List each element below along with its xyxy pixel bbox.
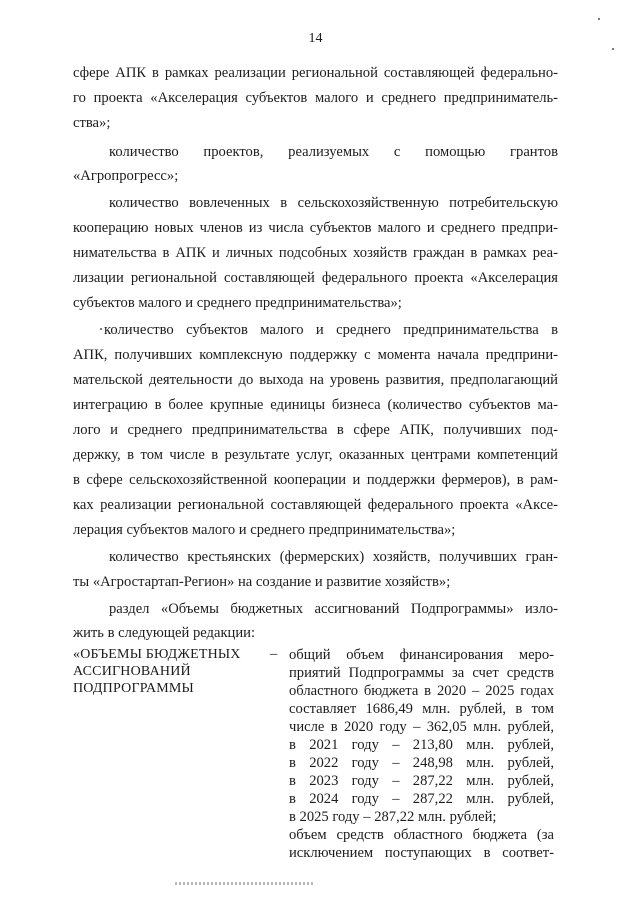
paragraph-line: интеграцию в более крупные единицы бизнеса (количество субъектов ма- — [73, 397, 558, 413]
paragraph-line: в сфере сельскохозяйственной кооперации и поддержки фермеров), в рам- — [73, 472, 558, 488]
paragraph-line: количество вовлеченных в сельскохозяйственную потребительскую — [109, 195, 558, 211]
paragraph-line: «Агропрогресс»; — [73, 168, 179, 184]
paragraph-line: держку, в том числе в результате услуг, оказанных центрами компетенций — [73, 447, 558, 463]
table-left-line: «ОБЪЕМЫ БЮДЖЕТНЫХ — [73, 647, 241, 662]
paragraph-line: жить в следующей редакции: — [73, 625, 256, 641]
paragraph-line: количество проектов, реализуемых с помощью грантов — [109, 144, 558, 160]
paragraph-line: АПК, получивших комплексную поддержку с момента начала предприни- — [73, 347, 558, 363]
paragraph-line: лизации региональной составляющей федерального проекта «Акселерация — [73, 270, 558, 286]
paragraph-line: лого и среднего предпринимательства в сфере АПК, получивших под- — [73, 422, 558, 438]
paragraph-line: нимательства в АПК и личных подсобных хозяйств граждан в рамках реа- — [73, 245, 558, 261]
page-number: 14 — [308, 31, 323, 46]
table-right-line: числе в 2020 году – 362,05 млн. рублей, — [289, 719, 554, 735]
paragraph-line: сфере АПК в рамках реализации региональной составляющей федерально- — [73, 65, 558, 81]
table-right-line: приятий Подпрограммы за счет средств — [289, 665, 554, 681]
table-right-line: в 2023 году – 287,22 млн. рублей, — [289, 773, 554, 789]
table-right-line: в 2022 году – 248,98 млн. рублей, — [289, 755, 554, 771]
table-right-line: в 2025 году – 287,22 млн. рублей; — [289, 809, 497, 825]
paragraph-line: ках реализации региональной составляющей федерального проекта «Акce- — [73, 497, 558, 513]
table-right-line: в 2021 году – 213,80 млн. рублей, — [289, 737, 554, 753]
scan-dot — [612, 48, 614, 50]
table-dash: – — [270, 646, 278, 662]
table-right-line: общий объем финансирования меро- — [289, 647, 554, 663]
scan-dot — [598, 18, 600, 20]
table-right-line: областного бюджета в 2020 – 2025 годах — [289, 683, 554, 699]
paragraph-line: субъектов малого и среднего предпринимательства»; — [73, 295, 402, 311]
scan-noise-footer — [175, 882, 315, 885]
table-right-line: в 2024 году – 287,22 млн. рублей, — [289, 791, 554, 807]
table-right-line: исключением поступающих в соответ- — [289, 845, 554, 861]
paragraph-line: количество субъектов малого и среднего предпринимательства в — [104, 322, 558, 338]
scan-dot — [100, 328, 102, 330]
table-right-line: составляет 1686,49 млн. рублей, в том — [289, 701, 554, 717]
paragraph-line: ства»; — [73, 115, 111, 131]
paragraph-line: мательской деятельности до выхода на уровень развития, предполагающий — [73, 372, 558, 388]
paragraph-line: количество крестьянских (фермерских) хозяйств, получивших гран- — [109, 549, 558, 565]
paragraph-line: го проекта «Акселерация субъектов малого и среднего предприниматель- — [73, 90, 558, 106]
paragraph-line: ты «Агростартап-Регион» на создание и развитие хозяйств»; — [73, 574, 451, 590]
table-left-line: АССИГНОВАНИЙ — [73, 664, 191, 679]
table-left-line: ПОДПРОГРАММЫ — [73, 681, 194, 696]
paragraph-line: кооперацию новых членов из числа субъектов малого и среднего предпри- — [73, 220, 558, 236]
paragraph-line: лерация субъектов малого и среднего предпринимательства»; — [73, 522, 456, 538]
table-right-line: объем средств областного бюджета (за — [289, 827, 554, 843]
paragraph-line: раздел «Объемы бюджетных ассигнований Подпрограммы» изло- — [109, 601, 558, 617]
